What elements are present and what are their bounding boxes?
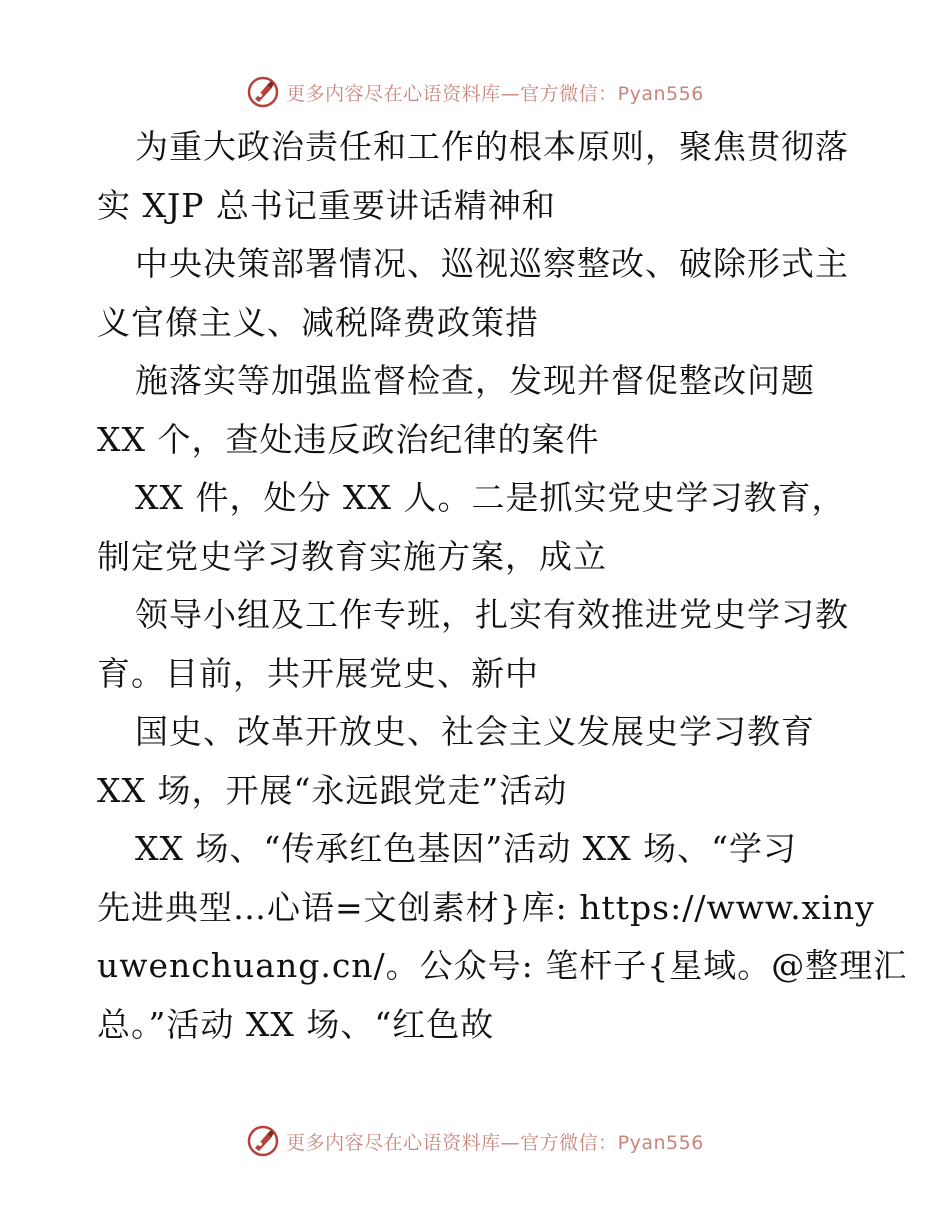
text-line: uwenchuang.cn/。公众号: 笔杆子{星域。@整理汇 bbox=[97, 946, 908, 985]
header-watermark-banner bbox=[0, 72, 950, 112]
text-line: 先进典型…心语=文创素材}库: https://www.xiny bbox=[97, 887, 875, 927]
text-line: 义官僚主义、减税降费政策措 bbox=[97, 302, 539, 342]
text-line: 国史、改革开放史、社会主义发展史学习教育 bbox=[135, 712, 815, 751]
pen-logo-icon bbox=[246, 75, 280, 109]
text-line: XX 场、“传承红色基因”活动 XX 场、“学习 bbox=[135, 829, 798, 868]
text-line: XX 件，处分 XX 人。二是抓实党史学习教育， bbox=[135, 478, 846, 517]
text-line: 育。目前，共开展党史、新中 bbox=[97, 653, 539, 693]
watermark-text: 更多内容尽在心语资料库—官方微信：Pyan556 bbox=[286, 1131, 704, 1154]
text-line: 中央决策部署情况、巡视巡察整改、破除形式主 bbox=[135, 244, 849, 283]
watermark-text: 更多内容尽在心语资料库—官方微信：Pyan556 bbox=[286, 82, 704, 105]
text-line: 制定党史学习教育实施方案，成立 bbox=[97, 536, 607, 576]
text-line: 施落实等加强监督检查，发现并督促整改问题 bbox=[135, 361, 815, 400]
pen-logo-icon bbox=[246, 1124, 280, 1158]
text-line: 总。”活动 XX 场、“红色故 bbox=[97, 1004, 495, 1044]
text-line: 领导小组及工作专班，扎实有效推进党史学习教 bbox=[135, 595, 849, 634]
text-line: XX 场，开展“永远跟党走”活动 bbox=[97, 770, 568, 810]
text-line: XX 个，查处违反政治纪律的案件 bbox=[97, 419, 600, 459]
document-body bbox=[97, 118, 908, 1054]
footer-watermark-banner bbox=[0, 1121, 950, 1161]
text-line: 为重大政治责任和工作的根本原则，聚焦贯彻落 bbox=[135, 127, 849, 166]
text-line: 实 XJP 总书记重要讲话精神和 bbox=[97, 185, 556, 225]
